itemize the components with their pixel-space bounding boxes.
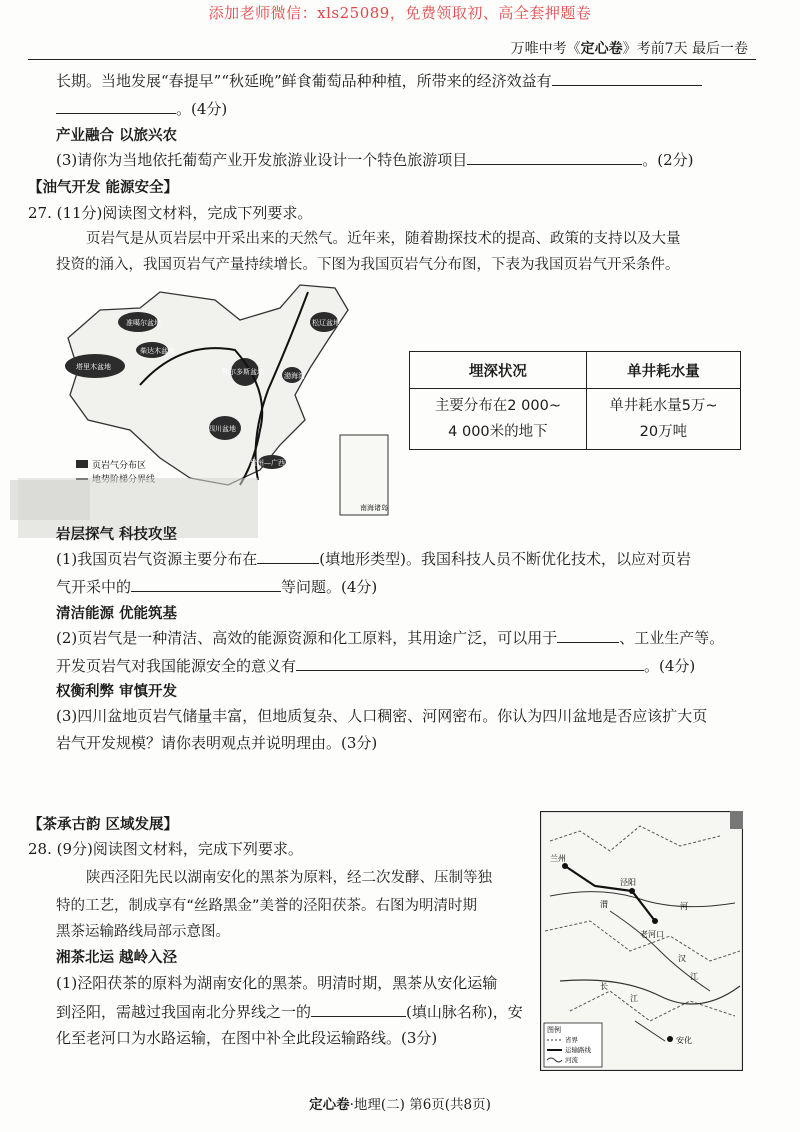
city-lanzhou xyxy=(562,863,568,869)
tea-route-map xyxy=(540,811,743,1071)
q27-para1: 页岩气是从页岩层中开采出来的天然气。近年来，随着勘探技术的提高、政策的支持以及大量 xyxy=(86,231,681,247)
q27-intro: 27. (11分)阅读图文材料，完成下列要求。 xyxy=(28,204,313,222)
map-label: 松辽盆地 xyxy=(312,319,340,327)
map-label: 长 xyxy=(600,982,608,991)
legend-item: 河流 xyxy=(565,1056,578,1064)
table-cell: 单井耗水量5万~ 20万吨 xyxy=(586,389,740,450)
page-footer: 定心卷·地理(二) 第6页(共8页) xyxy=(309,1097,491,1113)
q28-heading1: 湘茶北运 越岭入泾 xyxy=(56,950,178,966)
section-tea: 【茶承古韵 区域发展】 xyxy=(28,817,179,833)
q26-heading3: 产业融合 以旅兴农 xyxy=(56,128,178,144)
legend-swatch-area xyxy=(76,460,88,468)
watermark: 添加老师微信：xls25089，免费领取初、高全套押题卷 xyxy=(208,4,592,22)
china-outline xyxy=(68,285,348,485)
q28-q1-line3: 化至老河口为水路运输，在图中补全此段运输路线。(3分) xyxy=(56,1029,438,1047)
q26-line2: 。(4分) xyxy=(56,95,227,122)
legend-item: 省界 xyxy=(565,1036,578,1044)
city-jingyang xyxy=(629,888,635,894)
q28-para2: 特的工艺，制成享有“丝路黑金”美誉的泾阳茯茶。右图为明清时期 xyxy=(56,898,478,914)
q28-para3: 黑茶运输路线局部示意图。 xyxy=(56,924,230,940)
q27-q3-line2: 岩气开发规模？请你表明观点并说明理由。(3分) xyxy=(56,734,378,752)
q27-q1-line1: (1)我国页岩气资源主要分布在 (填地形类型)。我国科技人员不断优化技术，以应对页岩 xyxy=(56,545,691,572)
legend-title: 图例 xyxy=(547,1026,561,1034)
q28-q1-line1: (1)泾阳茯茶的原料为湖南安化的黑茶。明清时期，黑茶从安化运输 xyxy=(56,974,498,992)
inset-label: 南海诸岛 xyxy=(360,504,388,512)
q27-heading1: 岩层探气 科技攻坚 xyxy=(56,527,178,543)
map-label: 贵州—广西盆地 xyxy=(250,459,299,467)
map-label: 渭 xyxy=(600,900,608,909)
q27-heading2: 清洁能源 优能筑基 xyxy=(56,606,178,622)
section-oil: 【油气开发 能源安全】 xyxy=(28,180,179,196)
q27-q2-line1: (2)页岩气是一种清洁、高效的能源资源和化工原料，其用途广泛，可以用于 、工业生产等。 xyxy=(56,624,724,651)
map-label: 汉 xyxy=(678,954,686,963)
map-label: 柴达木盆地 xyxy=(140,347,175,355)
map-label: 老河口 xyxy=(640,930,664,939)
city-anhua xyxy=(667,1036,673,1042)
city-laohekou xyxy=(652,918,658,924)
scan-corner xyxy=(730,811,743,829)
map-label: 准噶尔盆地 xyxy=(126,319,161,327)
map-label: 渤海湾 xyxy=(284,372,305,380)
map-label: 河 xyxy=(680,902,688,911)
map-label: 兰州 xyxy=(550,854,566,863)
table-header: 埋深状况 xyxy=(410,352,587,389)
q27-heading3: 权衡利弊 审慎开发 xyxy=(56,684,178,700)
q26-q3: (3)请你为当地依托葡萄产业开发旅游业设计一个特色旅游项目 。(2分) xyxy=(56,146,694,173)
q27-q3-line1: (3)四川盆地页岩气储量丰富，但地质复杂、人口稠密、河网密布。你认为四川盆地是否应该扩大页 xyxy=(56,707,708,725)
south-sea-inset xyxy=(340,435,388,515)
map-label: 塔里木盆地 xyxy=(76,363,111,371)
q26-line1: 长期。当地发展“春提早”“秋延晚”鲜食葡萄品种种植，所带来的经济效益有 xyxy=(56,67,702,94)
q27-para2: 投资的涌入，我国页岩气产量持续增长。下图为我国页岩气分布图，下表为我国页岩气开采条件。 xyxy=(56,257,680,273)
header-rule xyxy=(28,59,756,60)
legend-area: 页岩气分布区 xyxy=(92,461,147,471)
running-head: 万唯中考《定心卷》考前7天 最后一卷 xyxy=(510,41,748,57)
map-label: 安化 xyxy=(676,1036,692,1045)
shale-conditions-table xyxy=(409,351,741,450)
q28-para1: 陕西泾阳先民以湖南安化的黑茶为原料，经二次发酵、压制等独 xyxy=(86,870,492,886)
map-label: 鄂尔多斯盆地 xyxy=(222,368,264,376)
q27-q2-line2: 开发页岩气对我国能源安全的意义有 。(4分) xyxy=(56,652,695,679)
q27-q1-line2: 气开采中的 等问题。(4分) xyxy=(56,573,377,600)
map-label: 泾阳 xyxy=(620,878,636,887)
map-label: 四川盆地 xyxy=(208,425,236,433)
q28-q1-line2: 到泾阳，需越过我国南北分界线之一的 (填山脉名称)，安 xyxy=(56,998,523,1025)
map-label: 江 xyxy=(630,994,638,1003)
map-label: 江 xyxy=(690,972,698,981)
table-cell: 主要分布在2 000~ 4 000米的地下 xyxy=(410,389,587,450)
q28-intro: 28. (9分)阅读图文材料，完成下列要求。 xyxy=(28,840,303,858)
legend-item: 运输路线 xyxy=(565,1046,591,1054)
table-header: 单井耗水量 xyxy=(586,352,740,389)
